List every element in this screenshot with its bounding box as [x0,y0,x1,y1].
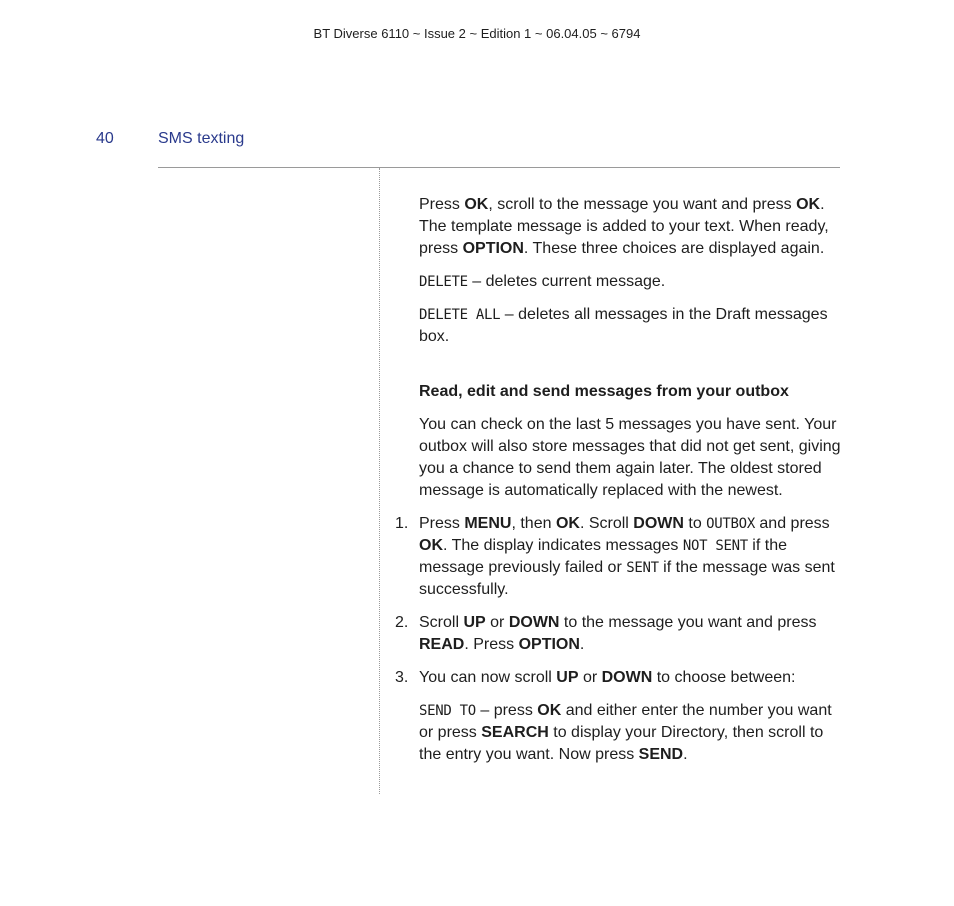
outbox-heading: Read, edit and send messages from your outbox [419,383,789,400]
display-text-delete-all: DELETE ALL [419,307,501,323]
ok-key: OK [555,515,580,532]
up-key: UP [463,614,486,631]
step-3: 3. You can now scroll UP or DOWN to choose between: SEND TO – press OK and either enter the number you want or press SEARCH to display your Directory, then scroll to the entry you want. Now press SEND. [419,667,845,766]
down-key: DOWN [508,614,560,631]
steps-list [395,513,845,766]
step-number: 1. [395,515,409,532]
down-key: DOWN [601,669,653,686]
menu-key: MENU [464,515,512,532]
display-text-delete: DELETE [419,274,468,290]
step-number: 3. [395,669,409,686]
send-key: SEND [638,746,684,763]
display-text-not-sent: NOT SENT [682,538,748,554]
section-title: SMS texting [158,130,245,147]
step-2: 2. Scroll UP or DOWN to the message you want and press READ. Press OPTION. [395,614,817,653]
delete-all-option: DELETE ALL – deletes all messages in the Draft messages box. [419,306,828,345]
ok-key: OK [464,196,489,213]
down-key: DOWN [633,515,684,532]
header-divider [158,167,840,168]
step-number: 2. [395,614,409,631]
column-divider [379,168,380,794]
ok-key: OK [796,196,821,213]
display-text-sent: SENT [626,560,659,576]
ok-key: OK [537,702,562,719]
search-key: SEARCH [481,724,549,741]
ok-key: OK [419,537,443,554]
display-text-send-to: SEND TO [419,703,476,719]
display-text-outbox: OUTBOX [706,516,755,532]
step-1: 1. Press MENU, then OK. Scroll DOWN to OUTBOX and press OK. The display indicates messages NOT SENT if the message previously failed or SENT if the message was sent successfully. [395,515,835,598]
option-key: OPTION [518,636,580,653]
outbox-intro: You can check on the last 5 messages you have sent. Your outbox will also store messages that did not get sent, giving you a chance to send them again later. The oldest stored message is automatically replaced with the newest. [419,416,841,499]
up-key: UP [556,669,579,686]
option-key: OPTION [462,240,524,257]
delete-option: DELETE – deletes current message. [419,273,666,290]
main-content [395,194,845,777]
template-paragraph: Press OK, scroll to the message you want and press OK. The template message is added to your text. When ready, press OPTION. These three choices are displayed again. [419,196,829,257]
send-to-option: SEND TO – press OK and either enter the number you want or press SEARCH to display your Directory, then scroll to the entry you want. Now press SEND. [419,702,832,763]
page-number: 40 [96,130,114,147]
document-info: BT Diverse 6110 ~ Issue 2 ~ Edition 1 ~ 06.04.05 ~ 6794 [313,26,641,41]
read-key: READ [419,636,465,653]
